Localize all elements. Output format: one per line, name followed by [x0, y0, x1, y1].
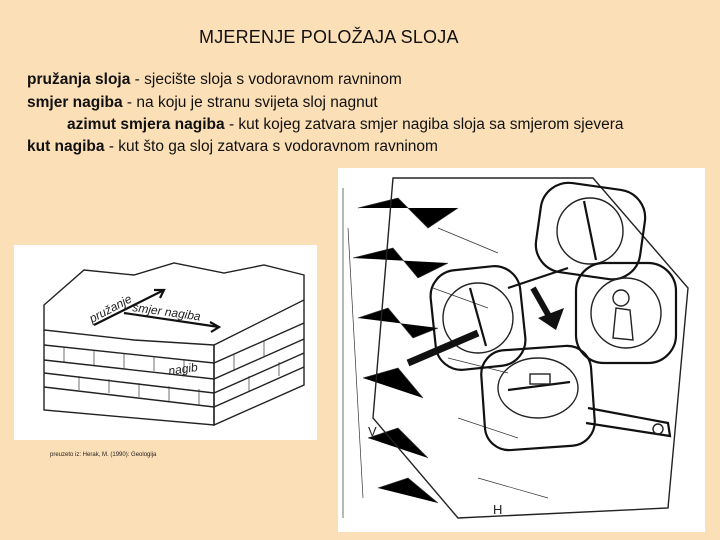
compass-illustration: [338, 168, 705, 532]
rock-texture: [343, 188, 548, 518]
definition-dip-angle: [27, 138, 438, 156]
block-diagram-figure: [14, 245, 317, 440]
definition-term: kut nagiba: [27, 138, 105, 155]
strike-label: pružanje: [86, 291, 135, 326]
dip-direction-label: smjer nagiba: [131, 300, 202, 324]
definition-term: smjer nagiba: [27, 94, 123, 111]
v-label: V: [368, 424, 377, 439]
definition-text: - kut kojeg zatvara smjer nagiba sloja sa smjerom sjevera: [224, 116, 624, 133]
definition-dip-direction: [27, 94, 378, 112]
page-title: MJERENJE POLOŽAJA SLOJA: [199, 27, 459, 47]
compass-figure: [338, 168, 705, 532]
definition-term: azimut smjera nagiba: [67, 116, 225, 133]
definition-term: pružanja sloja: [27, 71, 131, 88]
dip-label: nagib: [167, 360, 199, 378]
block-diagram-illustration: [14, 245, 317, 440]
definition-dip-azimuth: [67, 116, 624, 134]
h-label: H: [493, 502, 503, 517]
definition-text: - na koju je stranu svijeta sloj nagnut: [122, 94, 378, 111]
definition-text: - kut što ga sloj zatvara s vodoravnom ravninom: [104, 138, 438, 155]
figure-caption: preuzeto iz: Herak, M. (1990): Geologija: [50, 452, 157, 458]
definition-strike: [27, 71, 402, 89]
definition-text: - sjecište sloja s vodoravnom ravninom: [130, 71, 402, 88]
